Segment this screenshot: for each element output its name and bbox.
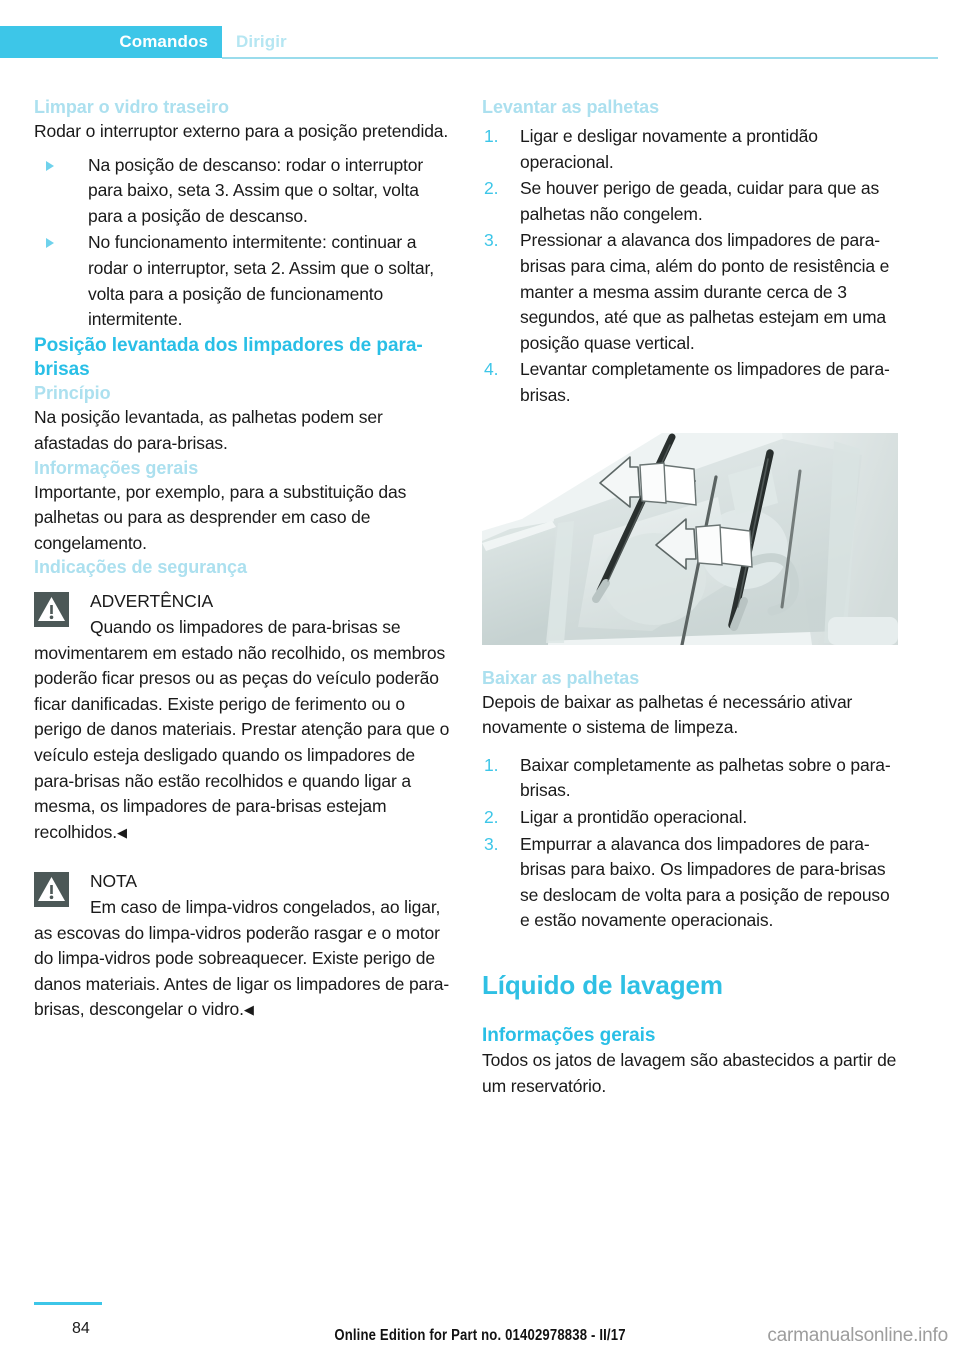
note-text-content: Em caso de limpa-vidros congelados, ao ligar, as escovas do limpa-vidros poderão rasgar e o motor do limpa-vidros pode sobreaquecer. Existe perigo de danos materiais. Antes de ligar os limpadores de para-brisas, descongelar o vidro. <box>34 897 450 1020</box>
list-item <box>482 832 898 934</box>
heading-liquido-de-lavagem: Líquido de lavagem <box>482 969 723 1000</box>
footer-divider <box>34 1302 102 1305</box>
warning-triangle-icon <box>34 592 69 627</box>
warning-block-advertencia <box>34 589 450 845</box>
tab-comandos[interactable] <box>0 26 222 58</box>
warning-title: ADVERTÊNCIA <box>90 591 214 612</box>
note-triangle-icon <box>34 872 69 907</box>
paragraph-informacoes-gerais-left: Importante, por exemplo, para a substituição das palhetas ou para as desprender em caso de congelamento. <box>34 481 407 553</box>
note-end-marker: ◀ <box>243 1002 254 1018</box>
triangle-bullet-icon <box>46 238 54 248</box>
warning-text <box>34 615 450 845</box>
list-item-text: Na posição de descanso: rodar o interruptor para baixo, seta 3. Assim que o soltar, volta para a posição de descanso. <box>88 154 423 226</box>
heading-principio: Princípio <box>34 383 111 404</box>
heading-informacoes-gerais-left: Informações gerais <box>34 457 199 478</box>
lower-blades-step-list <box>482 753 898 934</box>
list-item <box>482 753 898 804</box>
left-column <box>34 96 450 1023</box>
step-text: Empurrar a alavanca dos limpadores de para-brisas para baixo. Os limpadores de para-brisas se deslocam de volta para a posição de repouso e estão novamente operacionais. <box>520 833 890 931</box>
list-item <box>34 153 450 230</box>
triangle-bullet-icon <box>46 161 54 171</box>
note-text <box>34 895 450 1023</box>
paragraph-rear-glass-intro: Rodar o interruptor externo para a posição pretendida. <box>34 121 449 142</box>
list-item <box>482 357 898 408</box>
step-text: Se houver perigo de geada, cuidar para que as palhetas não congelem. <box>520 178 880 224</box>
footer-edition-text: Online Edition for Part no. 01402978838 - II/17 <box>334 1327 626 1344</box>
paragraph-principio: Na posição levantada, as palhetas podem ser afastadas do para-brisas. <box>34 407 383 454</box>
step-text: Ligar e desligar novamente a prontidão operacional. <box>520 126 818 172</box>
windshield-wipers-illustration <box>482 431 898 645</box>
heading-posicao-levantada: Posição levantada dos limpadores de para-brisas <box>34 334 423 381</box>
step-text: Pressionar a alavanca dos limpadores de para-brisas para cima, além do ponto de resistência e manter a mesma assim durante cerca de 3 segundos, até que as palhetas estejam em uma posição quase vertical. <box>520 230 890 353</box>
step-text: Ligar a prontidão operacional. <box>520 806 748 827</box>
rear-glass-bullet-list <box>34 153 450 333</box>
warning-end-marker: ◀ <box>116 824 127 840</box>
page-number: 84 <box>72 1320 90 1337</box>
warning-text-content: Quando os limpadores de para-brisas se movimentarem em estado não recolhido, os membros poderão ficar presos ou as peças do veículo poderão ficar danificadas. Existe perigo de ferimento ou o perigo de danos materiais. Prestar atenção para que o veículo esteja desligado quando os limpadores de para-brisas não estão recolhidos e quando ligar a mesma, os limpadores de para-brisas estejam recolhidos. <box>34 617 450 842</box>
step-number: 3. <box>484 230 499 251</box>
raise-blades-step-list <box>482 124 898 409</box>
tab-comandos-label: Comandos <box>119 32 208 51</box>
list-item <box>482 805 898 831</box>
paragraph-baixar-intro: Depois de baixar as palhetas é necessário ativar novamente o sistema de limpeza. <box>482 691 853 738</box>
step-text: Levantar completamente os limpadores de para-brisas. <box>520 359 890 405</box>
heading-levantar-as-palhetas: Levantar as palhetas <box>482 97 660 117</box>
step-text: Baixar completamente as palhetas sobre o para-brisas. <box>520 754 891 801</box>
note-title: NOTA <box>90 871 137 892</box>
tab-dirigir[interactable]: Dirigir <box>236 32 287 51</box>
note-block-nota <box>34 869 450 1023</box>
footer-watermark: carmanualsonline.info <box>767 1325 948 1346</box>
step-number: 2. <box>484 806 499 827</box>
step-number: 4. <box>484 359 499 380</box>
list-item <box>34 230 450 332</box>
step-number: 1. <box>484 126 499 147</box>
list-item <box>482 124 898 175</box>
paragraph-liquido-lavagem: Todos os jatos de lavagem são abastecidos a partir de um reservatório. <box>482 1049 897 1096</box>
header-divider <box>222 57 938 59</box>
list-item-text: No funcionamento intermitente: continuar a rodar o interruptor, seta 2. Assim que o soltar, volta para a posição de funcionamento intermitente. <box>88 232 434 330</box>
step-number: 1. <box>484 754 499 775</box>
list-item <box>482 176 898 227</box>
heading-baixar-as-palhetas: Baixar as palhetas <box>482 667 640 688</box>
heading-informacoes-gerais-right: Informações gerais <box>482 1024 656 1046</box>
page-header <box>0 26 960 58</box>
step-number: 3. <box>484 833 499 854</box>
right-column <box>482 96 898 1099</box>
heading-indicacoes-de-seguranca: Indicações de segurança <box>34 557 247 578</box>
list-item <box>482 228 898 356</box>
step-number: 2. <box>484 178 499 199</box>
heading-limpar-vidro-traseiro: Limpar o vidro traseiro <box>34 97 229 117</box>
